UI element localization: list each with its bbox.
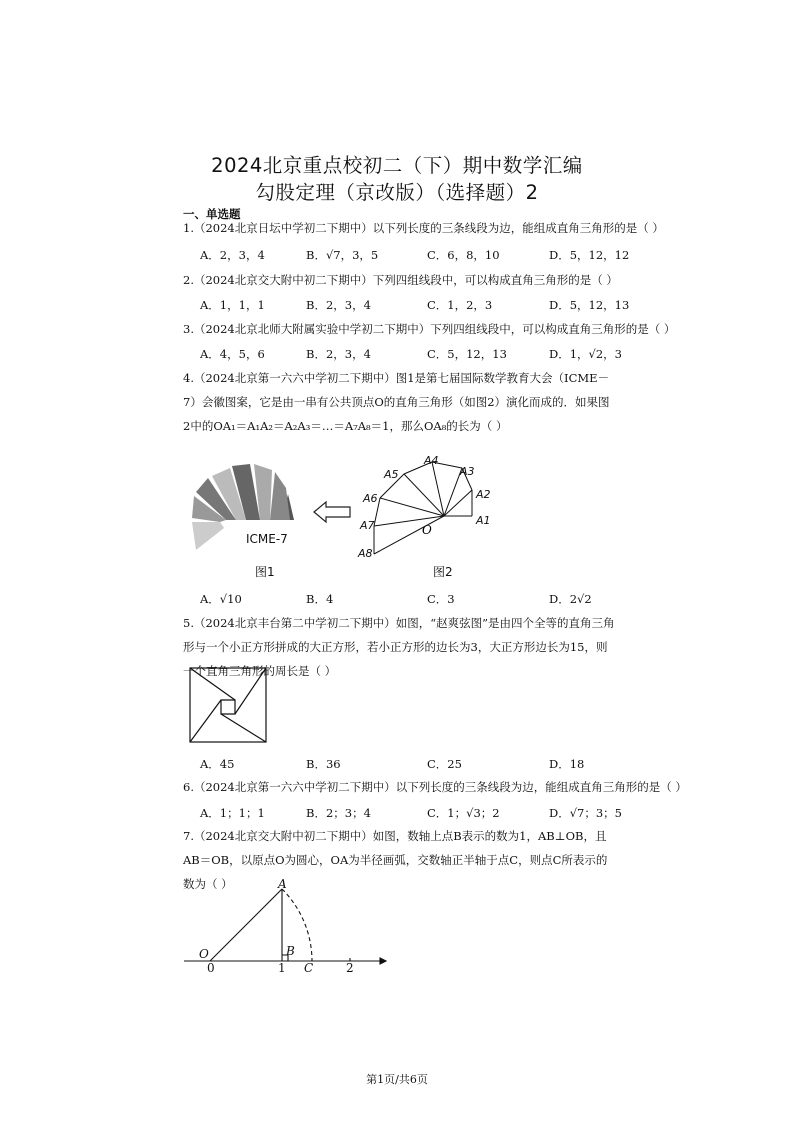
q1-option-a: A．2，3，4 [200, 248, 265, 262]
zhao-shuang-square-figure [189, 667, 267, 743]
fig2-label-a3: A3 [460, 465, 475, 478]
figure2-spiral-triangles [356, 454, 496, 564]
q1-option-b: B．√7，3，5 [306, 248, 379, 262]
q2-option-d: D．5，12，13 [549, 298, 630, 312]
question-2-stem: 2.（2024北京交大附中初二下期中）下列四组线段中，可以构成直角三角形的是（ ） [183, 273, 618, 287]
tick-1-label: 1 [278, 961, 286, 975]
icme7-label: ICME-7 [246, 532, 288, 546]
q6-option-d: D．√7；3；5 [549, 806, 622, 820]
point-o-label: O [199, 947, 209, 961]
question-6-options [200, 805, 700, 823]
q3-option-a: A．4，5，6 [200, 347, 265, 361]
question-1-options [200, 247, 700, 265]
figure1-caption: 图1 [255, 565, 275, 579]
q4-option-b: B．4 [306, 592, 334, 606]
question-3-stem: 3.（2024北京北师大附属实验中学初二下期中）下列四组线段中，可以构成直角三角形的是（ ） [183, 322, 676, 336]
q5-option-c: C．25 [427, 757, 462, 771]
fig2-label-a8: A8 [358, 547, 373, 560]
q2-option-a: A．1，1，1 [200, 298, 265, 312]
tick-2-label: 2 [346, 961, 354, 975]
figure2-caption: 图2 [433, 565, 453, 579]
q2-option-b: B．2，3，4 [306, 298, 371, 312]
section-heading: 一、单选题 [183, 207, 241, 221]
question-1-stem: 1.（2024北京日坛中学初二下期中）以下列长度的三条线段为边，能组成直角三角形的是（ ） [183, 221, 664, 235]
question-2-options [200, 297, 700, 315]
question-4-stem: 4.（2024北京第一六六中学初二下期中）图1是第七届国际数学教育大会（ICME－7）会徽图案，它是由一串有公共顶点O的直角三角形（如图2）演化而成的．如果图2中的OA₁＝A₁A₂＝A₂A₃＝…＝A₇A₈＝1，那么OA₈的长为（ ） [183, 371, 610, 433]
q5-option-d: D．18 [549, 757, 585, 771]
q6-option-a: A．1；1；1 [200, 806, 265, 820]
q1-option-d: D．5，12，12 [549, 248, 630, 262]
title-line2: 勾股定理（京改版）（选择题）2 [255, 181, 539, 204]
q6-option-b: B．2；3；4 [306, 806, 371, 820]
fig2-label-o: O [422, 523, 432, 537]
q5-option-b: B．36 [306, 757, 341, 771]
point-b-label: B [286, 944, 295, 958]
q3-option-b: B．2，3，4 [306, 347, 371, 361]
arrow-left-icon [312, 500, 352, 524]
tick-0-label: 0 [207, 961, 215, 975]
q3-option-c: C．5，12，13 [427, 347, 507, 361]
fig2-label-a6: A6 [363, 492, 378, 505]
q2-option-c: C．1，2，3 [427, 298, 493, 312]
page-footer: 第1页/共6页 [366, 1073, 428, 1086]
question-7-stem: 7.（2024北京交大附中初二下期中）如图，数轴上点B表示的数为1，AB⊥OB，且AB＝OB，以原点O为圆心，OA为半径画弧，交数轴正半轴于点C，则点C所表示的数为（ ） [183, 829, 608, 891]
q5-option-a: A．45 [200, 757, 235, 771]
q6-option-c: C．1；√3；2 [427, 806, 500, 820]
fig2-label-a1: A1 [476, 514, 491, 527]
question-5-options [200, 756, 700, 774]
point-c-label: C [304, 961, 314, 975]
question-4-options [200, 591, 700, 609]
question-3-options [200, 346, 700, 364]
fig2-label-a4: A4 [424, 454, 439, 467]
fig2-label-a5: A5 [384, 468, 399, 481]
question-6-stem: 6.（2024北京第一六六中学初二下期中）以下列长度的三条线段为边，能组成直角三角形的是（ ） [183, 780, 687, 794]
q4-option-d: D．2√2 [549, 592, 592, 606]
q4-option-c: C．3 [427, 592, 455, 606]
fig2-label-a2: A2 [476, 488, 491, 501]
point-a-label: A [278, 877, 287, 891]
question-5-stem: 5.（2024北京丰台第二中学初二下期中）如图，“赵爽弦图”是由四个全等的直角三角形与一个小正方形拼成的大正方形，若小正方形的边长为3，大正方形边长为15，则一个直角三角形的周长是（ ） [183, 616, 615, 678]
title-line1: 2024北京重点校初二（下）期中数学汇编 [211, 154, 583, 177]
q3-option-d: D．1，√2，3 [549, 347, 622, 361]
fig2-label-a7: A7 [360, 519, 375, 532]
q4-option-a: A．√10 [200, 592, 242, 606]
q1-option-c: C．6，8，10 [427, 248, 500, 262]
